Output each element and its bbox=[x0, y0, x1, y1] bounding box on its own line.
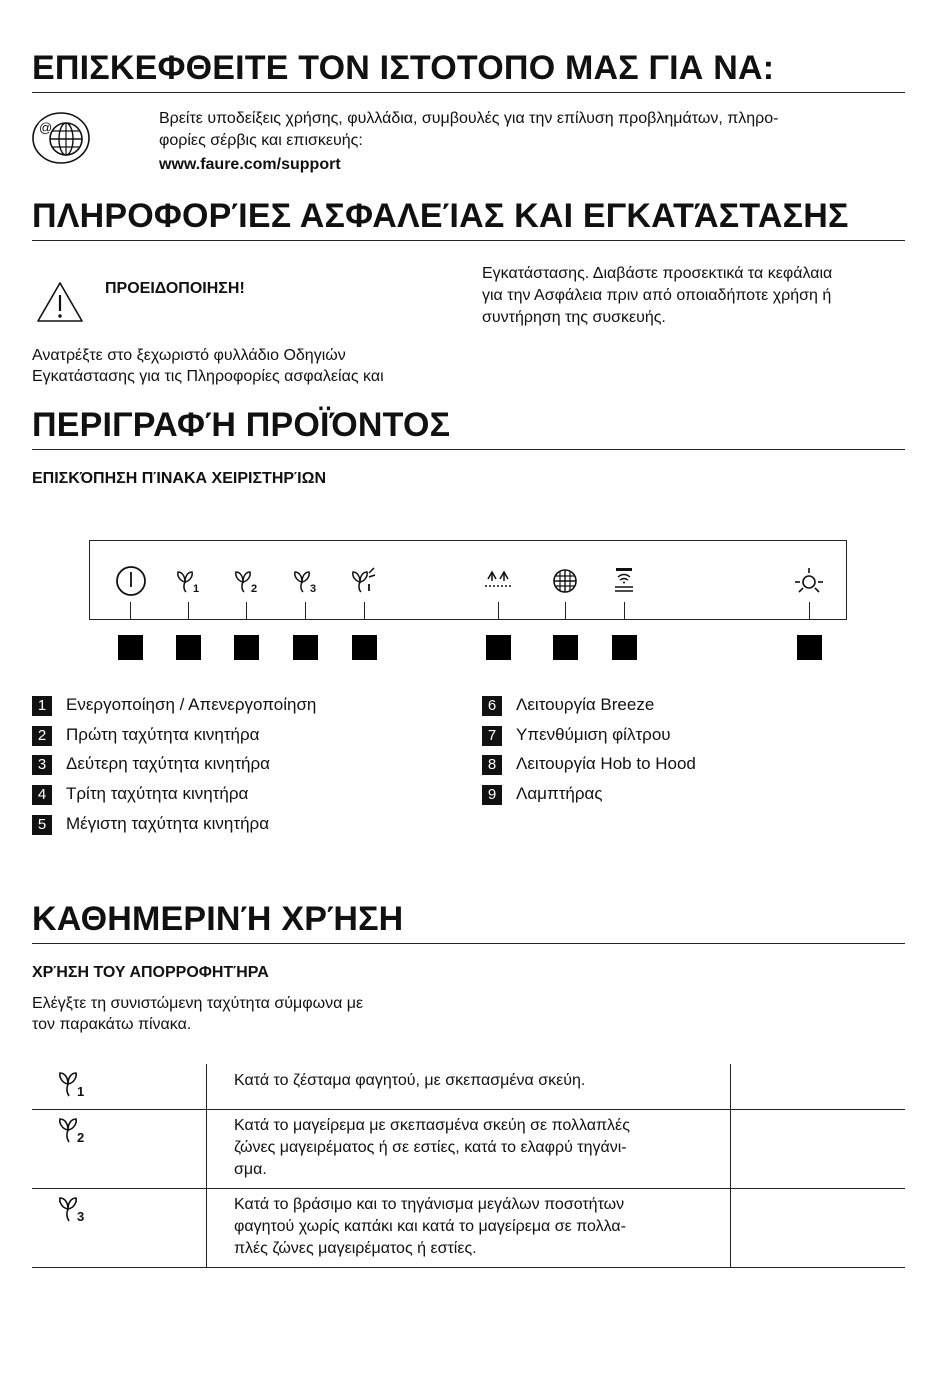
breeze-icon bbox=[484, 567, 512, 593]
fan-speed-3-icon bbox=[58, 1196, 90, 1224]
intro-line-2: τον παρακάτω πίνακα. bbox=[32, 1016, 192, 1033]
legend-number: 3 bbox=[32, 755, 52, 775]
panel-tick bbox=[364, 602, 365, 620]
table-cell: Κατά το βράσιμο και το τηγάνισμα μεγάλων ποσοτήτων bbox=[234, 1196, 625, 1213]
legend-number: 2 bbox=[32, 726, 52, 746]
panel-tick bbox=[188, 602, 189, 620]
panel-marker bbox=[486, 635, 511, 660]
panel-tick bbox=[624, 602, 625, 620]
hob-to-hood-icon bbox=[612, 566, 636, 594]
website-text-line-2: φορίες σέρβις και επισκευής: bbox=[159, 132, 363, 149]
speed-number: 1 bbox=[77, 1084, 85, 1099]
legend-number: 7 bbox=[482, 726, 502, 746]
legend-item bbox=[482, 753, 696, 775]
legend-number: 5 bbox=[32, 815, 52, 835]
fan-speed-1-icon bbox=[176, 570, 204, 594]
filter-icon bbox=[552, 568, 578, 594]
table-divider bbox=[206, 1064, 207, 1267]
panel-marker bbox=[118, 635, 143, 660]
panel-tick bbox=[809, 602, 810, 620]
legend-item bbox=[32, 694, 316, 716]
speed-number: 2 bbox=[77, 1130, 85, 1145]
panel-marker bbox=[352, 635, 377, 660]
legend-number: 4 bbox=[32, 785, 52, 805]
legend-number: 6 bbox=[482, 696, 502, 716]
section-title-safety: ΠΛΗΡΟΦΟΡΊΕΣ ΑΣΦΑΛΕΊΑΣ ΚΑΙ ΕΓΚΑΤΆΣΤΑΣΗΣ bbox=[32, 196, 905, 241]
table-cell: σμα. bbox=[234, 1161, 267, 1178]
legend-item bbox=[482, 724, 671, 746]
safety-right-line-3: συντήρηση της συσκευής. bbox=[482, 309, 666, 326]
legend-label: Δεύτερη ταχύτητα κινητήρα bbox=[66, 754, 270, 773]
panel-tick bbox=[498, 602, 499, 620]
fan-speed-2-icon bbox=[58, 1117, 90, 1145]
safety-left-line-1: Ανατρέξτε στο ξεχωριστό φυλλάδιο Οδηγιών bbox=[32, 347, 346, 364]
table-cell: ζώνες μαγειρέματος ή σε εστίες, κατά το ελαφρύ τηγάνι- bbox=[234, 1139, 627, 1156]
panel-tick bbox=[130, 602, 131, 620]
section-title-daily-use: ΚΑΘΗΜΕΡΙΝΉ ΧΡΉΣΗ bbox=[32, 899, 905, 944]
legend-item bbox=[32, 813, 269, 835]
legend-item bbox=[482, 783, 603, 805]
safety-right-line-2: για την Ασφάλεια πριν από οποιαδήποτε χρήση ή bbox=[482, 287, 832, 304]
legend-label: Λειτουργία Hob to Hood bbox=[516, 754, 696, 773]
fan-max-icon bbox=[350, 567, 378, 594]
table-divider bbox=[32, 1188, 905, 1189]
legend-number: 1 bbox=[32, 696, 52, 716]
legend-item bbox=[482, 694, 654, 716]
globe-at-icon bbox=[30, 110, 92, 166]
panel-marker bbox=[234, 635, 259, 660]
legend-label: Λαμπτήρας bbox=[516, 784, 603, 803]
intro-line-1: Ελέγξτε τη συνιστώμενη ταχύτητα σύμφωνα με bbox=[32, 995, 364, 1012]
legend-number: 9 bbox=[482, 785, 502, 805]
svg-text:@: @ bbox=[39, 120, 53, 135]
fan-speed-1-icon bbox=[58, 1071, 90, 1099]
table-cell: πλές ζώνες μαγειρέματος ή εστίες. bbox=[234, 1240, 477, 1257]
safety-right-line-1: Εγκατάστασης. Διαβάστε προσεκτικά τα κεφάλαια bbox=[482, 265, 833, 282]
table-divider bbox=[32, 1109, 905, 1110]
legend-label: Λειτουργία Breeze bbox=[516, 695, 655, 714]
fan-speed-3-icon bbox=[293, 570, 321, 594]
table-cell: Κατά το ζέσταμα φαγητού, με σκεπασμένα σκεύη. bbox=[234, 1072, 586, 1089]
panel-marker bbox=[612, 635, 637, 660]
speed-number: 3 bbox=[77, 1209, 85, 1224]
legend-label: Υπενθύμιση φίλτρου bbox=[516, 725, 671, 744]
panel-tick bbox=[305, 602, 306, 620]
safety-left-line-2: Εγκατάστασης για τις Πληροφορίες ασφαλείας και bbox=[32, 368, 384, 385]
table-cell: Κατά το μαγείρεμα με σκεπασμένα σκεύη σε πολλαπλές bbox=[234, 1117, 630, 1134]
hood-use-subtitle: ΧΡΉΣΗ ΤΟΥ ΑΠΟΡΡΟΦΗΤΉΡΑ bbox=[32, 964, 269, 981]
panel-marker bbox=[797, 635, 822, 660]
legend-number: 8 bbox=[482, 755, 502, 775]
legend-item bbox=[32, 724, 260, 746]
legend-label: Ενεργοποίηση / Απενεργοποίηση bbox=[66, 695, 317, 714]
website-text-line-1: Βρείτε υποδείξεις χρήσης, φυλλάδια, συμβουλές για την επίλυση προβλημάτων, πληρο- bbox=[159, 110, 779, 127]
panel-marker bbox=[176, 635, 201, 660]
panel-speed-number: 2 bbox=[251, 583, 258, 594]
panel-speed-number: 3 bbox=[310, 583, 317, 594]
control-panel-subtitle: ΕΠΙΣΚΌΠΗΣΗ ΠΊΝΑΚΑ ΧΕΙΡΙΣΤΗΡΊΩΝ bbox=[32, 470, 326, 487]
legend-label: Μέγιστη ταχύτητα κινητήρα bbox=[66, 814, 270, 833]
section-title-product: ΠΕΡΙΓΡΑΦΉ ΠΡΟΪΌΝΤΟΣ bbox=[32, 405, 905, 450]
warning-label: ΠΡΟΕΙΔΟΠΟΙΗΣΗ! bbox=[105, 280, 245, 297]
panel-speed-number: 1 bbox=[193, 583, 200, 594]
table-cell: φαγητού χωρίς καπάκι και κατά το μαγείρεμα σε πολλα- bbox=[234, 1218, 626, 1235]
table-divider bbox=[32, 1267, 905, 1268]
support-url-link[interactable]: www.faure.com/support bbox=[159, 156, 341, 173]
legend-label: Τρίτη ταχύτητα κινητήρα bbox=[66, 784, 249, 803]
fan-speed-2-icon bbox=[234, 570, 262, 594]
light-icon bbox=[793, 566, 825, 598]
legend-item bbox=[32, 783, 248, 805]
power-icon bbox=[115, 565, 147, 597]
panel-tick bbox=[565, 602, 566, 620]
section-title-website: ΕΠΙΣΚΕΦΘΕΙΤΕ ΤΟΝ ΙΣΤΟΤΟΠΟ ΜΑΣ ΓΙΑ ΝΑ: bbox=[32, 48, 905, 93]
panel-marker bbox=[553, 635, 578, 660]
panel-tick bbox=[246, 602, 247, 620]
legend-item bbox=[32, 753, 270, 775]
panel-marker bbox=[293, 635, 318, 660]
legend-label: Πρώτη ταχύτητα κινητήρα bbox=[66, 725, 260, 744]
table-divider bbox=[730, 1064, 731, 1267]
warning-triangle-icon bbox=[35, 280, 85, 324]
